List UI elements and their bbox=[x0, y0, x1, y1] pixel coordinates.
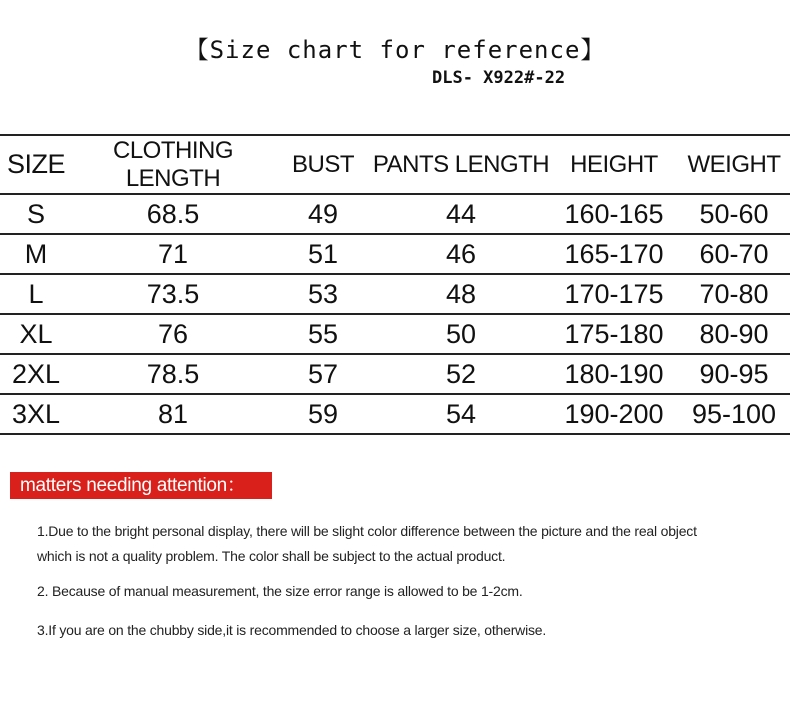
header-weight: WEIGHT bbox=[678, 135, 790, 194]
note-2: 2. Because of manual measurement, the size error range is allowed to be 1-2cm. bbox=[37, 583, 523, 599]
size-chart-title: 【Size chart for reference】 bbox=[184, 36, 606, 64]
note-3: 3.If you are on the chubby side,it is recommended to choose a larger size, otherwise. bbox=[37, 622, 547, 638]
cell-clothing-length: 73.5 bbox=[72, 274, 274, 314]
cell-pants-length: 52 bbox=[372, 354, 550, 394]
cell-size: XL bbox=[0, 314, 72, 354]
cell-height: 160-165 bbox=[550, 194, 678, 234]
cell-clothing-length: 76 bbox=[72, 314, 274, 354]
cell-size: M bbox=[0, 234, 72, 274]
cell-bust: 57 bbox=[274, 354, 372, 394]
table-header-row bbox=[0, 135, 790, 194]
attention-banner: matters needing attention： bbox=[10, 472, 272, 499]
cell-pants-length: 50 bbox=[372, 314, 550, 354]
cell-bust: 51 bbox=[274, 234, 372, 274]
header-pants-length: PANTS LENGTH bbox=[372, 135, 550, 194]
cell-height: 190-200 bbox=[550, 394, 678, 434]
header-height: HEIGHT bbox=[550, 135, 678, 194]
cell-size: S bbox=[0, 194, 72, 234]
header-clothing-length: CLOTHING LENGTH bbox=[72, 135, 274, 194]
table-row bbox=[0, 194, 790, 234]
table-row bbox=[0, 314, 790, 354]
cell-clothing-length: 71 bbox=[72, 234, 274, 274]
cell-height: 180-190 bbox=[550, 354, 678, 394]
header-size: SIZE bbox=[0, 135, 72, 194]
cell-bust: 49 bbox=[274, 194, 372, 234]
cell-weight: 95-100 bbox=[678, 394, 790, 434]
cell-weight: 50-60 bbox=[678, 194, 790, 234]
cell-pants-length: 48 bbox=[372, 274, 550, 314]
cell-weight: 60-70 bbox=[678, 234, 790, 274]
cell-height: 170-175 bbox=[550, 274, 678, 314]
cell-height: 175-180 bbox=[550, 314, 678, 354]
header-bust: BUST bbox=[274, 135, 372, 194]
product-code: DLS- X922#-22 bbox=[432, 68, 566, 88]
table-row bbox=[0, 394, 790, 434]
cell-size: 3XL bbox=[0, 394, 72, 434]
cell-height: 165-170 bbox=[550, 234, 678, 274]
cell-pants-length: 54 bbox=[372, 394, 550, 434]
note-1-line-2: which is not a quality problem. The color shall be subject to the actual product. bbox=[37, 548, 506, 564]
cell-size: L bbox=[0, 274, 72, 314]
cell-pants-length: 46 bbox=[372, 234, 550, 274]
cell-weight: 80-90 bbox=[678, 314, 790, 354]
note-1-line-1: 1.Due to the bright personal display, there will be slight color difference between the picture and the real object bbox=[37, 523, 697, 539]
cell-weight: 70-80 bbox=[678, 274, 790, 314]
cell-size: 2XL bbox=[0, 354, 72, 394]
table-row bbox=[0, 274, 790, 314]
cell-bust: 53 bbox=[274, 274, 372, 314]
table-row bbox=[0, 354, 790, 394]
cell-pants-length: 44 bbox=[372, 194, 550, 234]
cell-weight: 90-95 bbox=[678, 354, 790, 394]
cell-bust: 59 bbox=[274, 394, 372, 434]
cell-clothing-length: 81 bbox=[72, 394, 274, 434]
cell-clothing-length: 78.5 bbox=[72, 354, 274, 394]
cell-bust: 55 bbox=[274, 314, 372, 354]
table-row bbox=[0, 234, 790, 274]
size-table bbox=[0, 134, 790, 435]
cell-clothing-length: 68.5 bbox=[72, 194, 274, 234]
